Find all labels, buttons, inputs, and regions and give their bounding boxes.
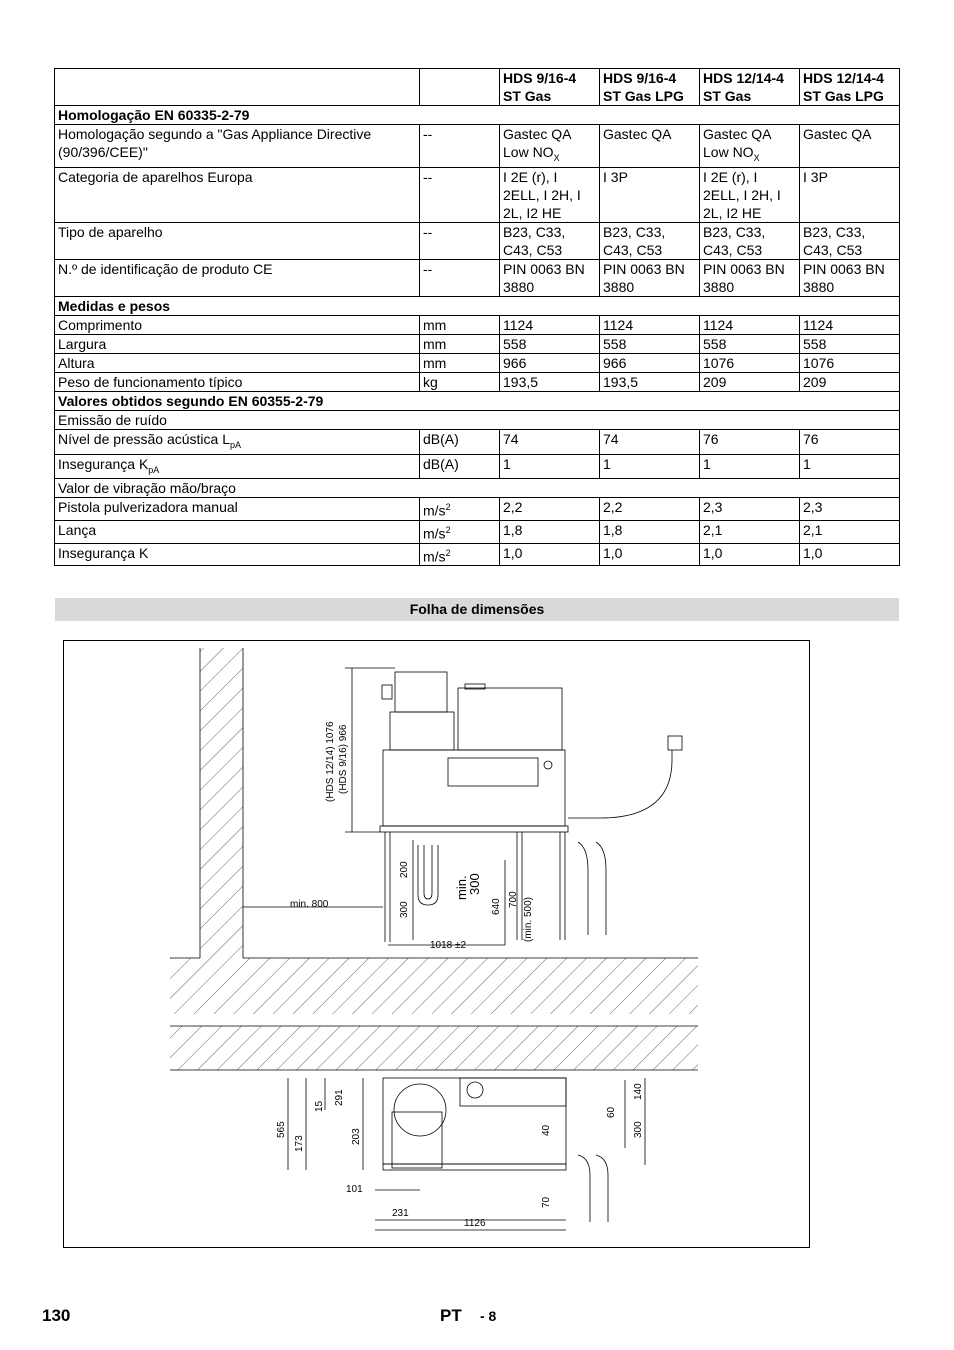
dim-640: 640 bbox=[491, 898, 502, 915]
row-value: PIN 0063 BN 3880 bbox=[600, 259, 700, 296]
floor-hatch bbox=[170, 958, 698, 1014]
dim-565: 565 bbox=[276, 1121, 287, 1138]
row-label: Categoria de aparelhos Europa bbox=[55, 167, 420, 222]
dim-40: 40 bbox=[541, 1124, 552, 1136]
row-value: PIN 0063 BN 3880 bbox=[800, 259, 900, 296]
row-value: 1 bbox=[800, 454, 900, 479]
dim-height-1076: (HDS 12/14) 1076 bbox=[325, 721, 336, 802]
dim-min-800: min. 800 bbox=[290, 899, 329, 910]
row-value: 558 bbox=[600, 334, 700, 353]
language-code: PT bbox=[440, 1306, 462, 1325]
row-value: 558 bbox=[700, 334, 800, 353]
row-value: 209 bbox=[700, 372, 800, 391]
row-value: 1,0 bbox=[500, 543, 600, 566]
row-unit: mm bbox=[420, 315, 500, 334]
row-label: Pistola pulverizadora manual bbox=[55, 498, 420, 521]
model-header: HDS 9/16-4 ST Gas LPG bbox=[600, 69, 700, 106]
row-value: I 3P bbox=[800, 167, 900, 222]
row-value: B23, C33, C43, C53 bbox=[600, 222, 700, 259]
row-value: 2,2 bbox=[600, 498, 700, 521]
row-value: 193,5 bbox=[500, 372, 600, 391]
row-label: Altura bbox=[55, 353, 420, 372]
row-value: 1,0 bbox=[600, 543, 700, 566]
row-unit: $m/s^2$ bbox=[420, 521, 500, 544]
row-value: 1076 bbox=[800, 353, 900, 372]
row-unit: dB(A) bbox=[420, 429, 500, 454]
model-header: HDS 9/16-4 ST Gas bbox=[500, 69, 600, 106]
row-value: 966 bbox=[600, 353, 700, 372]
dim-200: 200 bbox=[399, 861, 410, 878]
row-value: 1124 bbox=[700, 315, 800, 334]
dim-291: 291 bbox=[334, 1089, 345, 1106]
row-value: Gastec QA bbox=[800, 125, 900, 168]
row-label: Comprimento bbox=[55, 315, 420, 334]
row-unit: -- bbox=[420, 125, 500, 168]
row-label: Insegurança K bbox=[55, 543, 420, 566]
row-label: N.º de identificação de produto CE bbox=[55, 259, 420, 296]
row-value: 76 bbox=[700, 429, 800, 454]
row-label: Homologação segundo a "Gas Appliance Directive (90/396/CEE)" bbox=[55, 125, 420, 168]
row-label: Largura bbox=[55, 334, 420, 353]
dim-1018: 1018 ±2 bbox=[430, 940, 467, 951]
row-value: 1 bbox=[600, 454, 700, 479]
row-value: 1076 bbox=[700, 353, 800, 372]
row-label: Tipo de aparelho bbox=[55, 222, 420, 259]
dim-101: 101 bbox=[346, 1184, 363, 1195]
row-value: B23, C33, C43, C53 bbox=[500, 222, 600, 259]
wall-hatch bbox=[200, 648, 243, 958]
row-value: I 2E (r), I 2ELL, I 2H, I 2L, I2 HE bbox=[700, 167, 800, 222]
row-unit: -- bbox=[420, 222, 500, 259]
row-value: 1124 bbox=[600, 315, 700, 334]
page-sub-number: - 8 bbox=[480, 1308, 497, 1324]
row-label: Valor de vibração mão/braço bbox=[55, 479, 900, 498]
row-value: 1124 bbox=[500, 315, 600, 334]
row-label: Lança bbox=[55, 521, 420, 544]
model-header: HDS 12/14-4 ST Gas bbox=[700, 69, 800, 106]
section-heading: Valores obtidos segundo EN 60355-2-79 bbox=[55, 391, 900, 410]
row-value: I 3P bbox=[600, 167, 700, 222]
dim-min: min. bbox=[454, 875, 469, 900]
top-hatch bbox=[170, 1026, 698, 1070]
row-value: 2,1 bbox=[700, 521, 800, 544]
dim-140: 140 bbox=[633, 1083, 644, 1100]
row-value: 193,5 bbox=[600, 372, 700, 391]
model-header: HDS 12/14-4 ST Gas LPG bbox=[800, 69, 900, 106]
row-value: 2,3 bbox=[700, 498, 800, 521]
row-label: Insegurança $K_{pA}$ bbox=[55, 454, 420, 479]
dim-70: 70 bbox=[541, 1196, 552, 1208]
dim-231: 231 bbox=[392, 1208, 409, 1219]
dim-height-966: (HDS 9/16) 966 bbox=[338, 724, 349, 794]
row-value: I 2E (r), I 2ELL, I 2H, I 2L, I2 HE bbox=[500, 167, 600, 222]
dim-1126: 1126 bbox=[464, 1218, 486, 1229]
row-unit: mm bbox=[420, 353, 500, 372]
row-value: 74 bbox=[500, 429, 600, 454]
row-value: PIN 0063 BN 3880 bbox=[500, 259, 600, 296]
row-value: 558 bbox=[500, 334, 600, 353]
row-label: Emissão de ruído bbox=[55, 410, 900, 429]
row-value: PIN 0063 BN 3880 bbox=[700, 259, 800, 296]
row-unit: dB(A) bbox=[420, 454, 500, 479]
row-label: Peso de funcionamento típico bbox=[55, 372, 420, 391]
row-value: 209 bbox=[800, 372, 900, 391]
dim-300b: 300 bbox=[633, 1121, 644, 1138]
row-unit: mm bbox=[420, 334, 500, 353]
dim-173: 173 bbox=[294, 1135, 305, 1152]
dim-15: 15 bbox=[314, 1100, 325, 1112]
row-unit: $m/s^2$ bbox=[420, 498, 500, 521]
section-heading: Homologação EN 60335-2-79 bbox=[55, 106, 900, 125]
section-title: Folha de dimensões bbox=[55, 598, 899, 621]
row-value: 76 bbox=[800, 429, 900, 454]
row-value: 1 bbox=[500, 454, 600, 479]
dim-300: 300 bbox=[399, 901, 410, 918]
row-unit: -- bbox=[420, 259, 500, 296]
row-value: 2,1 bbox=[800, 521, 900, 544]
row-unit: $m/s^2$ bbox=[420, 543, 500, 566]
row-value: B23, C33, C43, C53 bbox=[700, 222, 800, 259]
row-value: Gastec QA Low $NO_X$ bbox=[700, 125, 800, 168]
row-value: B23, C33, C43, C53 bbox=[800, 222, 900, 259]
row-unit: kg bbox=[420, 372, 500, 391]
dim-60: 60 bbox=[606, 1106, 617, 1118]
row-value: 1,8 bbox=[500, 521, 600, 544]
dim-700: 700 bbox=[508, 891, 519, 908]
section-heading: Medidas e pesos bbox=[55, 296, 900, 315]
page-number: 130 bbox=[42, 1306, 71, 1325]
row-unit: -- bbox=[420, 167, 500, 222]
row-value: 1,0 bbox=[800, 543, 900, 566]
row-value: 74 bbox=[600, 429, 700, 454]
row-label: Nível de pressão acústica $L_{pA}$ bbox=[55, 429, 420, 454]
row-value: 558 bbox=[800, 334, 900, 353]
row-value: Gastec QA bbox=[600, 125, 700, 168]
dim-min-300: 300 bbox=[467, 873, 482, 895]
row-value: 1124 bbox=[800, 315, 900, 334]
dim-min-500: (min. 500) bbox=[523, 896, 534, 942]
row-value: 2,3 bbox=[800, 498, 900, 521]
row-value: Gastec QA Low $NO_X$ bbox=[500, 125, 600, 168]
row-value: 1,0 bbox=[700, 543, 800, 566]
row-value: 1,8 bbox=[600, 521, 700, 544]
dim-203: 203 bbox=[351, 1128, 362, 1145]
row-value: 1 bbox=[700, 454, 800, 479]
row-value: 2,2 bbox=[500, 498, 600, 521]
row-value: 966 bbox=[500, 353, 600, 372]
